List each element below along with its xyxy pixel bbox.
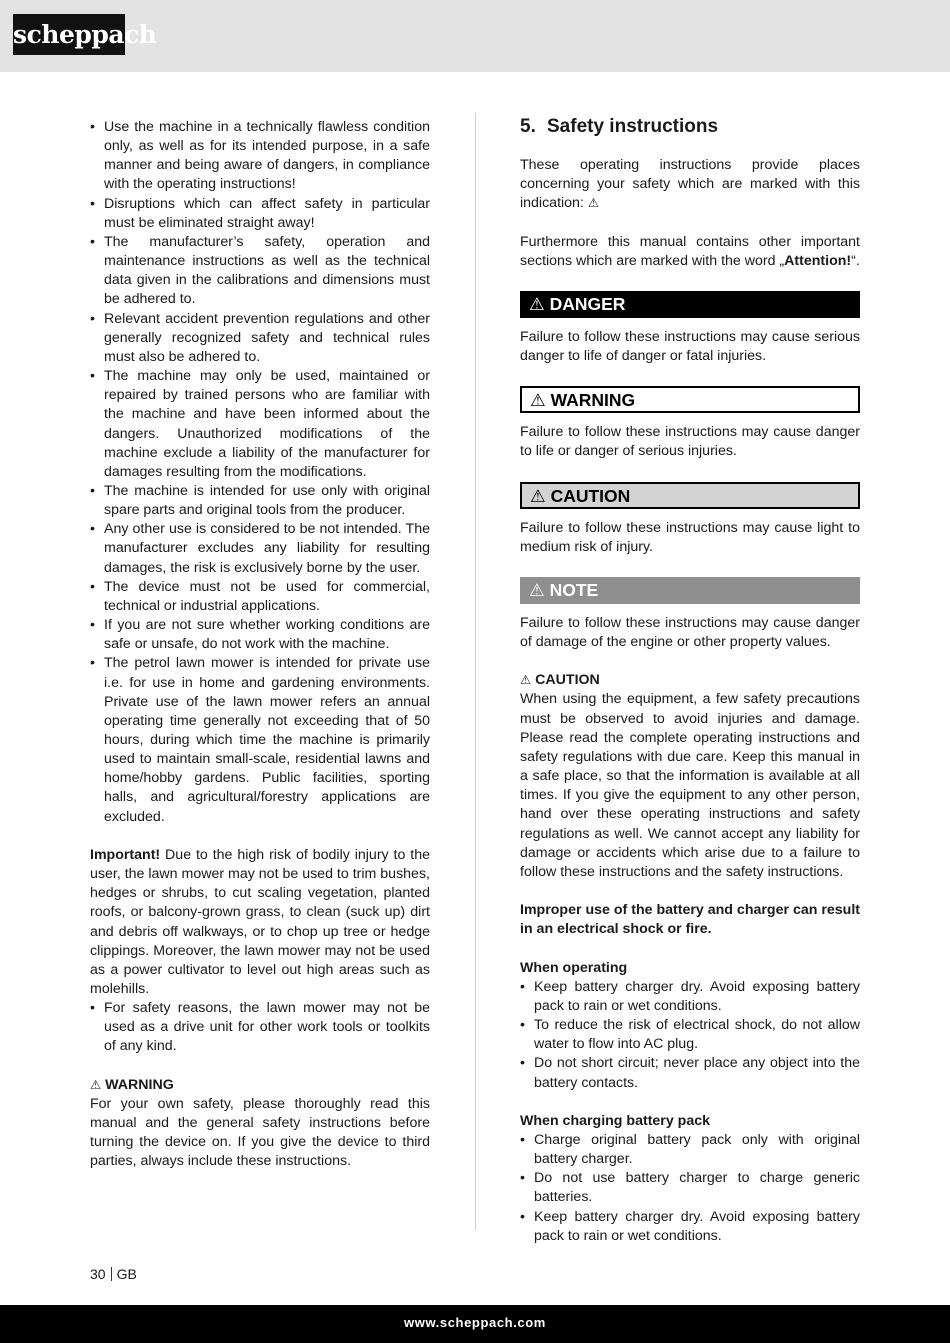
warning-triangle-icon: ⚠ <box>529 579 545 600</box>
important-paragraph <box>90 846 430 999</box>
attention-text-start: Furthermore this manual contains other important sections which are marked with the word „ <box>520 233 860 269</box>
list-item: • If you are not sure whether working conditions are safe or unsafe, do not work with the machine. <box>90 616 430 654</box>
warning-triangle-icon: ⚠ <box>530 485 546 506</box>
list-item: • The machine may only be used, maintained or repaired by trained persons who are familiar with the machine and have been informed about the dangers. Unauthorized modifications of the machine exclude a liability of the manufacturer for damages resulting from the modifications. <box>90 367 430 482</box>
warning-heading <box>90 1076 430 1095</box>
caution-signal-label: CAUTION <box>550 485 631 506</box>
caution-text: When using the equipment, a few safety precautions must be observed to avoid injuries and damage. Please read the complete operating instructions and safety regulations with due care. Keep this manual in a safe place, so that the information is available at all times. If you give the equipment to any other person, hand over these operating instructions and safety regulations as well. We cannot accept any liability for damage or accidents which arise due to a failure to follow these instructions and the safety instructions. <box>520 691 860 880</box>
warning-label: WARNING <box>105 1076 174 1093</box>
intro-paragraph <box>520 156 860 213</box>
section-title-text: Safety instructions <box>547 116 719 137</box>
list-item: • For safety reasons, the lawn mower may not be used as a drive unit for other work tools or toolkits of any kind. <box>90 999 430 1056</box>
charging-bullet-list <box>520 1131 860 1246</box>
list-item: • To reduce the risk of electrical shock, do not allow water to flow into AC plug. <box>520 1016 860 1054</box>
note-signal-text: Failure to follow these instructions may cause danger of damage of the engine or other property values. <box>520 614 860 651</box>
intro-text: These operating instructions provide places concerning your safety which are marked with this indication: <box>520 157 860 212</box>
note-signal-label: NOTE <box>549 579 599 600</box>
danger-label: DANGER <box>549 293 626 314</box>
caution-signal-text: Failure to follow these instructions may cause light to medium risk of injury. <box>520 519 860 555</box>
important-label: Important! <box>90 846 161 863</box>
battery-warning: Improper use of the battery and charger can result in an electrical shock or fire. <box>520 902 860 938</box>
list-item: • Keep battery charger dry. Avoid exposing battery pack to rain or wet conditions. <box>520 1208 860 1246</box>
list-item: • Disruptions which can affect safety in particular must be eliminated straight away! <box>90 195 430 233</box>
list-item: • The device must not be used for commercial, technical or industrial applications. <box>90 578 430 616</box>
website-link[interactable]: www.scheppach.com <box>404 1315 546 1330</box>
warning-text: For your own safety, please thoroughly read this manual and the general safety instructions before turning the device on. If you give the device to third parties, always include these instructions. <box>90 1095 430 1170</box>
attention-text-end: “. <box>851 252 860 269</box>
attention-word: Attention! <box>784 252 852 269</box>
drive-unit-bullet-list <box>90 999 430 1056</box>
list-item: • Do not short circuit; never place any object into the battery contacts. <box>520 1054 860 1092</box>
operating-bullet-list <box>520 978 860 1093</box>
scheppach-logo: scheppach <box>13 14 125 55</box>
warning-signal-label: WARNING <box>550 390 636 411</box>
page-number-value: 30 <box>90 1266 106 1282</box>
list-item: • Keep battery charger dry. Avoid exposing battery pack to rain or wet conditions. <box>520 978 860 1016</box>
important-text: Due to the high risk of bodily injury to the user, the lawn mower may not be used to trim bushes, hedges or shrubs, to cut scaling vegetation, planted roofs, or balcony-grown grass, to clean (suck up) dirt and debris off walkways, or to chop up tree or hedge clippings. Moreover, the lawn mower may not be used as a power cultivator to level out high areas such as molehills. <box>90 846 430 998</box>
right-column <box>520 118 860 1246</box>
usage-bullet-list <box>90 118 430 827</box>
section-number: 5. <box>520 116 536 137</box>
warning-triangle-icon: ⚠ <box>530 390 546 411</box>
caution-heading <box>520 671 860 690</box>
warning-triangle-icon: ⚠ <box>90 1077 102 1092</box>
left-column <box>90 118 430 1172</box>
warning-triangle-icon: ⚠ <box>587 196 600 211</box>
attention-paragraph <box>520 233 860 271</box>
danger-signal-box <box>520 291 860 318</box>
warning-triangle-icon: ⚠ <box>520 673 532 688</box>
header-bar <box>0 0 950 72</box>
list-item: • The manufacturer’s safety, operation and maintenance instructions as well as the technical data given in the calibrations and dimensions must be adhered to. <box>90 233 430 310</box>
list-item: • Use the machine in a technically flawless condition only, as well as for its intended purpose, in a safe manner and being aware of dangers, in compliance with the operating instructions! <box>90 118 430 195</box>
caution-label: CAUTION <box>535 672 600 689</box>
warning-signal-box <box>520 386 860 413</box>
list-item: • Relevant accident prevention regulations and other generally recognized safety and technical rules must also be adhered to. <box>90 310 430 367</box>
footer-bar <box>0 1305 950 1343</box>
list-item: • Any other use is considered to be not intended. The manufacturer excludes any liability for resulting damages, the risk is exclusively borne by the user. <box>90 520 430 577</box>
page-number-separator <box>111 1267 112 1281</box>
caution-signal-box <box>520 482 860 509</box>
list-item: • The machine is intended for use only with original spare parts and original tools from the producer. <box>90 482 430 520</box>
page-language: GB <box>116 1266 137 1282</box>
charging-heading: When charging battery pack <box>520 1112 710 1129</box>
danger-text: Failure to follow these instructions may cause serious danger to life of danger or fatal injuries. <box>520 328 860 365</box>
section-title <box>520 117 860 137</box>
operating-heading: When operating <box>520 959 628 976</box>
warning-signal-text: Failure to follow these instructions may cause danger to life or danger of serious injuries. <box>520 424 860 460</box>
warning-triangle-icon: ⚠ <box>529 293 545 314</box>
list-item: • The petrol lawn mower is intended for private use i.e. for use in home and gardening environments. Private use of the lawn mower refers an annual operating time generally not exceeding that of 50 hours, during which time the machine is primarily used to maintain small-scale, residential lawns and home/hobby gardens. Public facilities, sporting halls, and agricultural/forestry applications are excluded. <box>90 654 430 826</box>
list-item: • Charge original battery pack only with original battery charger. <box>520 1131 860 1169</box>
note-signal-box <box>520 577 860 604</box>
list-item: • Do not use battery charger to charge generic batteries. <box>520 1169 860 1207</box>
column-divider <box>475 113 476 1230</box>
page-number <box>90 1265 137 1283</box>
